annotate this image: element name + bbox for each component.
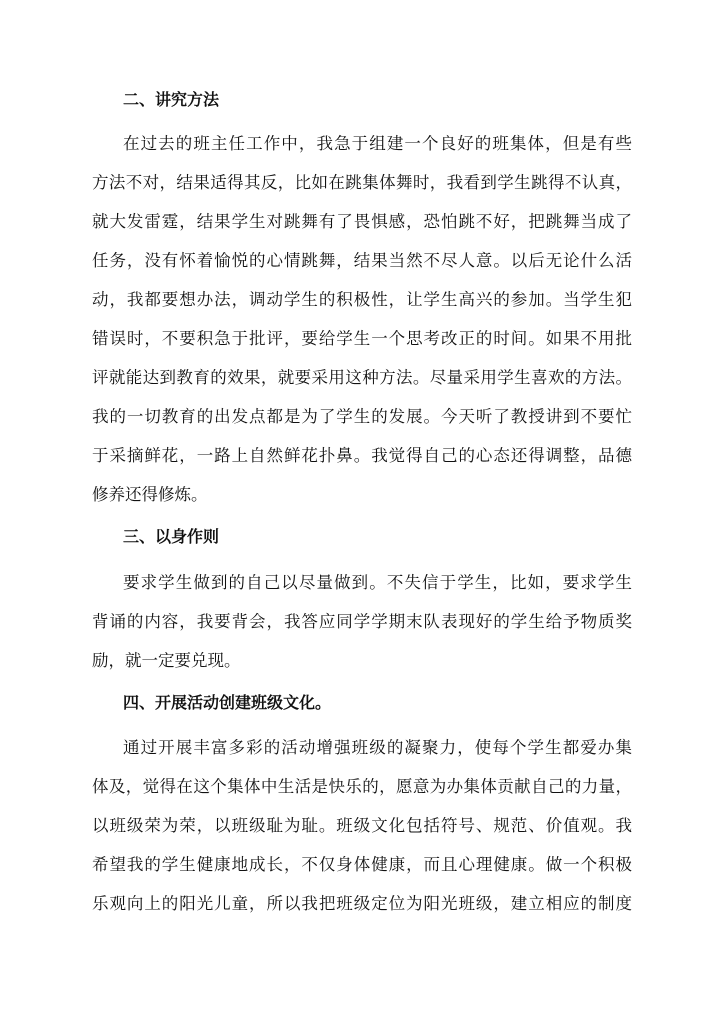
paragraph-line: 以班级荣为荣，以班级耻为耻。班级文化包括符号、规范、价值观。我 — [92, 816, 632, 835]
section-heading-method: 二、讲究方法 — [123, 90, 220, 109]
paragraph-line: 动，我都要想办法，调动学生的积极性，让学生高兴的参加。当学生犯 — [92, 290, 632, 309]
paragraph-line: 评就能达到教育的效果，就要采用这种方法。尽量采用学生喜欢的方法。 — [92, 368, 632, 387]
paragraph-line: 就大发雷霆，结果学生对跳舞有了畏惧感，恐怕跳不好，把跳舞当成了 — [92, 212, 632, 231]
paragraph-line: 乐观向上的阳光儿童，所以我把班级定位为阳光班级，建立相应的制度 — [92, 894, 632, 913]
paragraph-line: 在过去的班主任工作中，我急于组建一个良好的班集体，但是有些 — [123, 134, 632, 153]
paragraph-line: 要求学生做到的自己以尽量做到。不失信于学生，比如，要求学生 — [123, 573, 632, 592]
paragraph-line: 希望我的学生健康地成长，不仅身体健康，而且心理健康。做一个积极 — [92, 855, 632, 874]
section-heading-example: 三、以身作则 — [123, 527, 220, 546]
paragraph-line: 修养还得修炼。 — [92, 485, 208, 504]
paragraph-line: 体及，觉得在这个集体中生活是快乐的，愿意为办集体贡献自己的力量， — [92, 777, 632, 796]
paragraph-line: 任务，没有怀着愉悦的心情跳舞，结果当然不尽人意。以后无论什么活 — [92, 251, 632, 270]
section-heading-activities: 四、开展活动创建班级文化。 — [123, 693, 332, 712]
paragraph-line: 于采摘鲜花，一路上自然鲜花扑鼻。我觉得自己的心态还得调整，品德 — [92, 446, 632, 465]
paragraph-line: 励，就一定要兑现。 — [92, 651, 241, 670]
paragraph-line: 错误时，不要积急于批评，要给学生一个思考改正的时间。如果不用批 — [92, 329, 632, 348]
paragraph-line: 背诵的内容，我要背会，我答应同学学期末队表现好的学生给予物质奖 — [92, 612, 632, 631]
paragraph-line: 通过开展丰富多彩的活动增强班级的凝聚力，使每个学生都爱办集 — [123, 738, 632, 757]
paragraph-line: 方法不对，结果适得其反，比如在跳集体舞时，我看到学生跳得不认真， — [92, 173, 632, 192]
paragraph-line: 我的一切教育的出发点都是为了学生的发展。今天听了教授讲到不要忙 — [92, 407, 632, 426]
